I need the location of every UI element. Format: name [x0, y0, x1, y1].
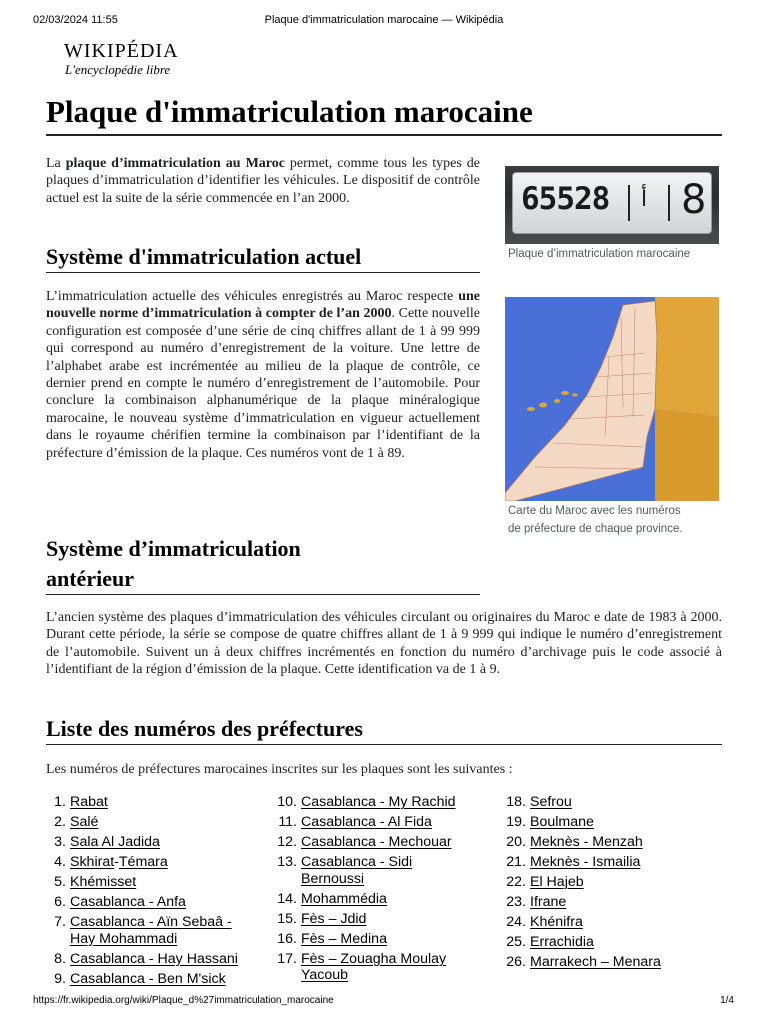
prefecture-link[interactable]: Casablanca - Anfa [70, 894, 186, 910]
current-system-paragraph: L’immatriculation actuelle des véhicules enregistrés au Maroc respecte une nouvelle norme d’immatriculation à compter de l’an 2000. Cette nouvelle configuration est composée d’une série de cinq chiffres allant de 1 à 99 999 qui correspond au numéro d’enregistrement de la voiture. Une lettre de l’alphabet arabe est incrémentée au milieu de la plaque de contrôle, ce dernier prend en compte le numéro d’enregistrement de l’automobile. Pour conclure la combinaison alphanumérique de la plaque minéralogique marocaine, le nouveau système d’immatriculation en vigueur actuellement dans le royaume chérifien termine la combinaison par l’identifiant de la préfecture d’émission de la plaque. Ces numéros vont de 1 à 89. [46, 289, 480, 461]
prefecture-link[interactable]: Khémisset [70, 874, 137, 890]
prefecture-link[interactable]: Bernoussi [301, 870, 365, 887]
list-item: 3. Sala Al Jadida [54, 834, 160, 850]
list-item: 26. Marrakech – Menara [506, 954, 661, 970]
print-url: https://fr.wikipedia.org/wiki/Plaque_d%27immatriculation_marocaine [33, 995, 334, 1006]
list-item: 11. Casablanca - Al Fida [278, 814, 432, 830]
canary-island [539, 403, 547, 408]
list-item: 15. Fès – Jdid [277, 910, 367, 927]
list-item: 7. Casablanca - Aïn Sebaâ - Hay Mohammadi [54, 914, 232, 947]
prefecture-list-col3 [502, 794, 722, 974]
plate-graphic [512, 172, 712, 234]
list-item: 8. Casablanca - Hay Hassani [54, 950, 238, 967]
current-system-bold: une nouvelle norme d’immatriculation à compter de l’an 2000 [46, 289, 480, 322]
plate-image[interactable] [505, 166, 719, 244]
canary-island [561, 391, 569, 395]
prefecture-link[interactable]: Skhirat [70, 854, 115, 870]
list-item: 10. Casablanca - My Rachid [277, 794, 456, 810]
prefecture-link[interactable]: Fès – Jdid [301, 910, 367, 927]
mauritania-area [655, 409, 719, 501]
list-item: 13. Casablanca - Sidi Bernoussi [277, 854, 413, 887]
print-datetime: 02/03/2024 11:55 [33, 14, 118, 26]
prefecture-link[interactable]: Casablanca - Hay Hassani [70, 950, 238, 967]
prefecture-link[interactable]: Khénifra [530, 914, 583, 930]
print-title: Plaque d'immatriculation marocaine — Wikipédia [264, 14, 504, 26]
prefecture-link[interactable]: Casablanca - Sidi [301, 854, 413, 870]
prefecture-link[interactable]: Sala Al Jadida [70, 834, 160, 850]
wikipedia-logo[interactable] [64, 40, 179, 78]
prefecture-link[interactable]: Errachidia [530, 934, 594, 950]
prefecture-link[interactable]: Casablanca - Al Fida [301, 814, 432, 830]
list-item: 5. Khémisset [54, 874, 137, 890]
prefecture-link[interactable]: Rabat [70, 794, 108, 810]
prefecture-link[interactable]: Casablanca - Mechouar [301, 834, 452, 850]
prefecture-link[interactable]: Meknès - Ismailia [530, 854, 641, 870]
print-page-number: 1/4 [720, 995, 734, 1006]
list-item: 9. Casablanca - Ben M'sick [54, 970, 226, 987]
prefecture-link[interactable]: Mohammédia [301, 890, 387, 907]
intro-bold: plaque d’immatriculation au Maroc [65, 156, 285, 171]
prefecture-link[interactable]: Ifrane [530, 894, 567, 910]
prefecture-link[interactable]: Fès – Medina [301, 930, 387, 947]
prefecture-link[interactable]: Yacoub [301, 967, 349, 983]
prefecture-link[interactable]: Sefrou [530, 794, 572, 810]
list-item: 21. Meknès - Ismailia [506, 854, 641, 870]
prefecture-link[interactable]: Casablanca - My Rachid [301, 794, 456, 810]
list-item: 1. Rabat [54, 794, 108, 810]
logo-tagline: L'encyclopédie libre [65, 62, 171, 77]
plate-separator [628, 185, 630, 221]
canary-island [527, 407, 535, 411]
algeria-area [655, 297, 719, 417]
list-item: 22. El Hajeb [506, 874, 584, 890]
map-caption: Carte du Maroc avec les numéros de préfecture de chaque province. [508, 505, 683, 535]
prefecture-link[interactable]: El Hajeb [530, 874, 584, 890]
plate-prefecture-number: 8 [681, 177, 707, 223]
list-item: 12. Casablanca - Mechouar [277, 834, 452, 850]
list-item: 17. Fès – Zouagha Moulay Yacoub [277, 950, 447, 983]
plate-arabic-letter: أ [641, 187, 648, 212]
page-title: Plaque d'immatriculation marocaine [46, 94, 722, 136]
prefecture-list-col2 [276, 794, 496, 987]
plate-digits: 65528 [521, 181, 610, 217]
prefecture-link[interactable]: Boulmane [530, 814, 594, 830]
prefecture-list-col1 [46, 794, 261, 991]
prefecture-link[interactable]: Hay Mohammadi [70, 930, 178, 947]
list-item: 18. Sefrou [506, 794, 572, 810]
list-item: 2. Salé [54, 814, 99, 830]
list-item: 24. Khénifra [506, 914, 583, 930]
prefecture-link[interactable]: Casablanca - Ben M'sick [70, 970, 226, 987]
previous-system-paragraph: L’ancien système des plaques d’immatriculation des véhicules circulant ou originaires du Maroc e date de 1983 à 2000. Durant cette période, la série se compose de quatre chiffres allant de 1 à 9 999 qui indique le numéro d’enregistrement de l’automobile. Suivent un à deux chiffres incrémentés en fonction du numéro d’archivage puis le code associé à l’identifiant de la région d’émission de la plaque. Cette identification va de 1 à 9. [46, 610, 722, 678]
list-item: 19. Boulmane [506, 814, 594, 830]
heading-prefecture-list: Liste des numéros des préfectures [46, 714, 722, 745]
list-item: 20. Meknès - Menzah [506, 834, 643, 850]
prefecture-link[interactable]: Casablanca - Aïn Sebaâ - [70, 914, 232, 930]
prefecture-link[interactable]: Meknès - Menzah [530, 834, 643, 850]
list-item: 16. Fès – Medina [277, 930, 387, 947]
heading-current-system: Système d'immatriculation actuel [46, 242, 480, 273]
list-item: 14. Mohammédia [277, 890, 387, 907]
prefecture-link[interactable]: Salé [70, 814, 99, 830]
list-item: 4. Skhirat-Témara [54, 854, 168, 870]
prefecture-link[interactable]: Marrakech – Menara [530, 954, 661, 970]
prefecture-list-intro: Les numéros de préfectures marocaines inscrites sur les plaques sont les suivantes : [46, 762, 513, 777]
morocco-map-image[interactable] [505, 297, 719, 501]
plate-separator [668, 185, 670, 221]
prefecture-link[interactable]: Témara [118, 854, 168, 870]
prefecture-link[interactable]: Fès – Zouagha Moulay [301, 950, 447, 967]
list-item: 25. Errachidia [506, 934, 594, 950]
canary-island [572, 394, 578, 397]
canary-island [554, 399, 560, 403]
list-item: 6. Casablanca - Anfa [54, 894, 186, 910]
heading-previous-system: Système d’immatriculation antérieur [46, 534, 480, 595]
list-item: 23. Ifrane [506, 894, 567, 910]
plate-caption: Plaque d’immatriculation marocaine [508, 248, 691, 260]
intro-paragraph: La plaque d’immatriculation au Maroc permet, comme tous les types de plaques d’immatriculation d’identifier les véhicules. Le dispositif de contrôle actuel est la suite de la série commencée en l’an 2000. [46, 156, 481, 206]
logo-wordmark: WIKIPÉDIA [64, 40, 179, 62]
